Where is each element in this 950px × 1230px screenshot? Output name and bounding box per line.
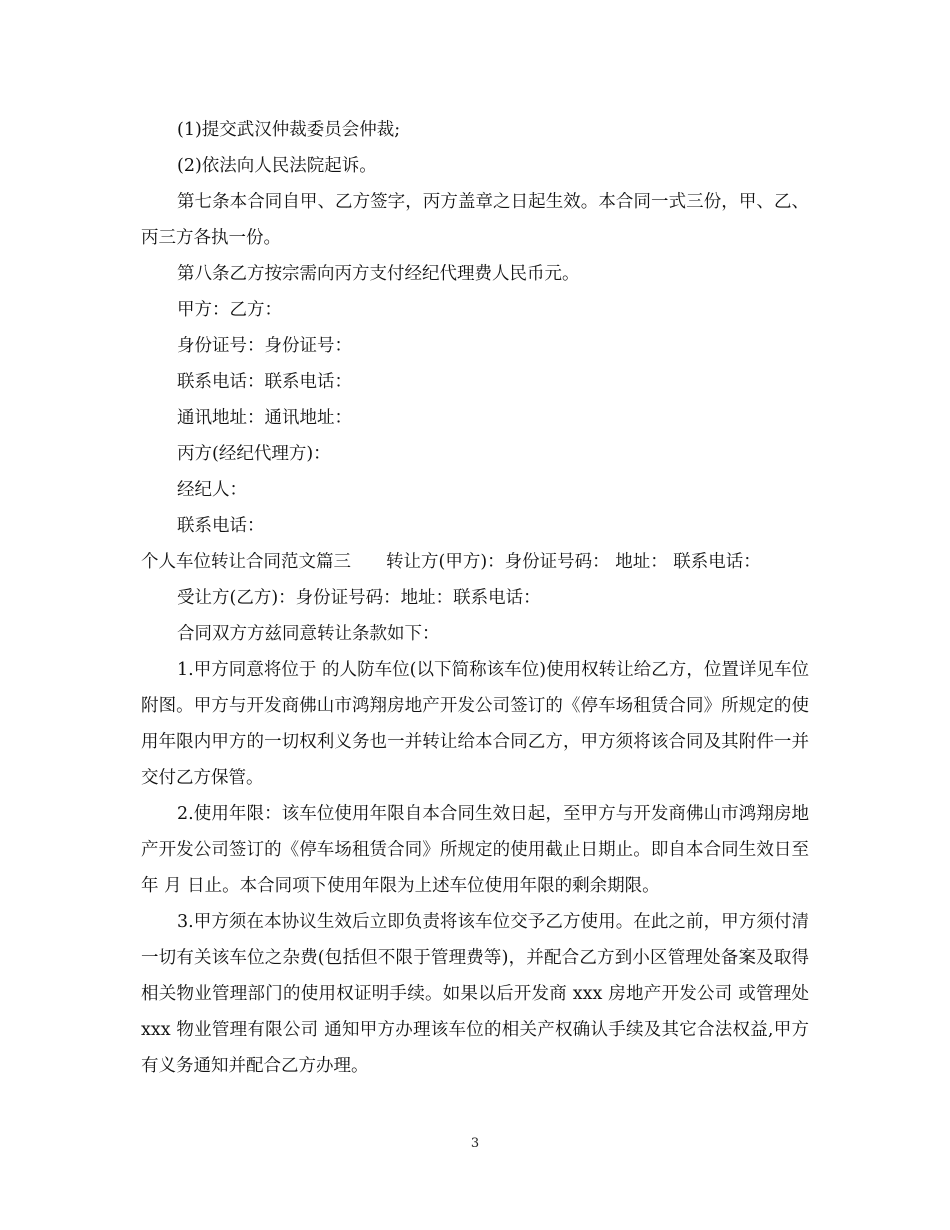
section-heading-contract-three: 个人车位转让合同范文篇三 转让方(甲方)：身份证号码： 地址： 联系电话：: [141, 552, 761, 572]
signature-party-ab: 甲方：乙方：: [177, 300, 282, 320]
signature-agent-phone: 联系电话：: [177, 516, 265, 536]
page-number: 3: [470, 1136, 480, 1151]
paragraph-article-eight: 第八条乙方按宗需向丙方支付经纪代理费人民币元。: [177, 264, 580, 284]
paragraph-article-seven: 第七条本合同自甲、乙方签字，丙方盖章之日起生效。本合同一式三份，甲、乙、丙三方各执一份。: [141, 192, 809, 248]
signature-agent: 经纪人：: [177, 480, 247, 500]
signature-address: 通讯地址：通讯地址：: [177, 408, 352, 428]
paragraph-agreement-intro: 合同双方方兹同意转让条款如下：: [177, 624, 440, 644]
clause-three: 3.甲方须在本协议生效后立即负责将该车位交予乙方使用。在此之前，甲方须付清一切有关该车位之杂费(包括但不限于管理费等)，并配合乙方到小区管理处备案及取得相关物业管理部门的使用权证明手续。如果以后开发商 xxx 房地产开发公司 或管理处 xxx 物业管理有限公司 通知甲方办理该车位的相关产权确认手续及其它合法权益,甲方有义务通知并配合乙方办理。: [141, 912, 815, 1076]
signature-party-c: 丙方(经纪代理方)：: [177, 444, 331, 464]
document-body: [141, 112, 815, 1084]
clause-two: 2.使用年限：该车位使用年限自本合同生效日起，至甲方与开发商佛山市鸿翔房地产开发公司签订的《停车场租赁合同》所规定的使用截止日期止。即自本合同生效日至 年 月 日止。本合同项下使用年限为上述车位使用年限的剩余期限。: [141, 804, 815, 896]
signature-id-number: 身份证号：身份证号：: [177, 336, 352, 356]
paragraph-arbitration-option: (1)提交武汉仲裁委员会仲裁;: [177, 120, 401, 140]
paragraph-court-option: (2)依法向人民法院起诉。: [177, 156, 377, 176]
signature-phone: 联系电话：联系电话：: [177, 372, 352, 392]
paragraph-transferee: 受让方(乙方)：身份证号码：地址：联系电话：: [177, 588, 541, 608]
clause-one: 1.甲方同意将位于 的人防车位(以下简称该车位)使用权转让给乙方，位置详见车位附图。甲方与开发商佛山市鸿翔房地产开发公司签订的《停车场租赁合同》所规定的使用年限内甲方的一切权利义务也一并转让给本合同乙方，甲方须将该合同及其附件一并交付乙方保管。: [141, 660, 809, 788]
